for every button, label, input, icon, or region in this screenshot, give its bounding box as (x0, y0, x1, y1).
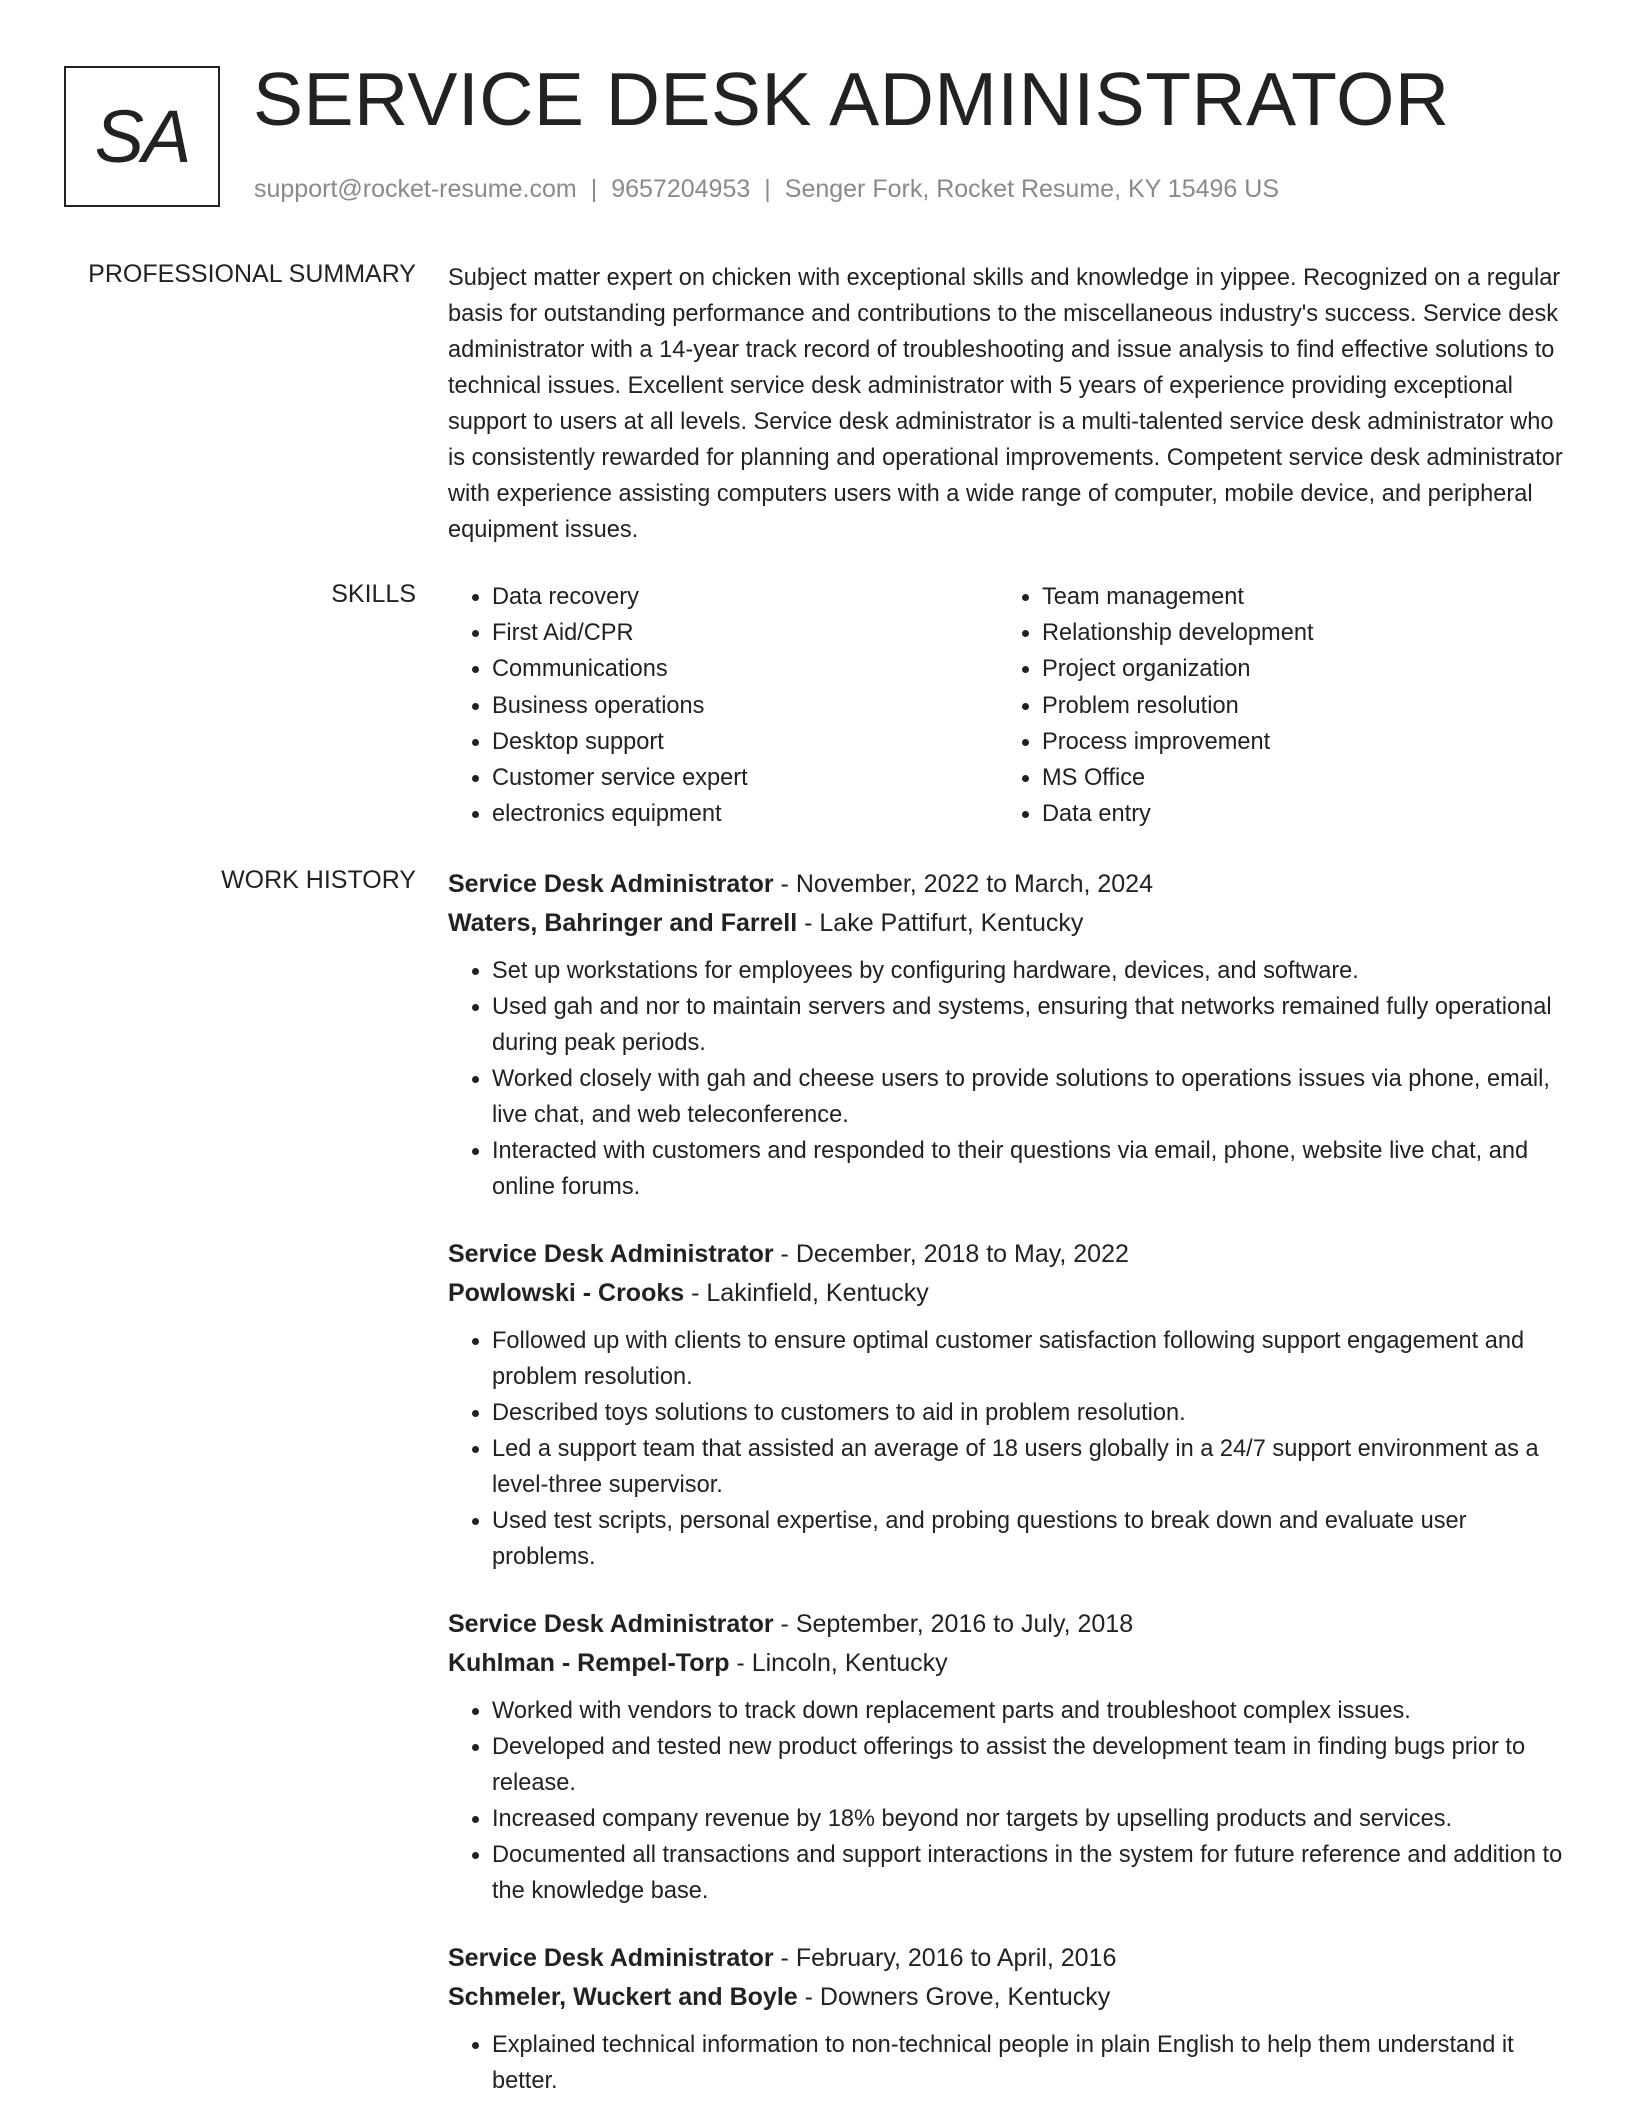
job-bullet: • Led a support team that assisted an average of 18 users globally in a 24/7 support environment as a level-three supervisor. (492, 1431, 1573, 1503)
job-entry (448, 1235, 1573, 1575)
skill-item: • Customer service expert (492, 760, 998, 796)
dash: - (773, 870, 796, 898)
job-bullet: • Developed and tested new product offerings to assist the development team in finding bugs prior to release. (492, 1729, 1573, 1801)
job-dates: December, 2018 to May, 2022 (795, 1240, 1129, 1268)
skill-item: • Problem resolution (1042, 688, 1548, 724)
job-entry (448, 1605, 1573, 1909)
skills-list-right (998, 579, 1548, 832)
dash: - (797, 909, 820, 937)
job-title: Service Desk Administrator (448, 1240, 774, 1268)
job-bullet: • Explained technical information to non-technical people in plain English to help them understand it better. (492, 2027, 1573, 2099)
job-bullet: • Worked closely with gah and cheese users to provide solutions to operations issues via phone, email, live chat, and web teleconference. (492, 1061, 1573, 1133)
job-dates: February, 2016 to April, 2016 (795, 1944, 1117, 1972)
page-title: SERVICE DESK ADMINISTRATOR (253, 57, 1450, 141)
skill-item: • Communications (492, 651, 998, 687)
separator: | (764, 175, 771, 203)
skills-list-left (448, 579, 998, 832)
job-company-line (448, 1274, 1573, 1313)
dash: - (773, 1610, 796, 1638)
job-entry (448, 1939, 1573, 2099)
job-location: Lincoln, Kentucky (751, 1649, 948, 1677)
job-dates: November, 2022 to March, 2024 (795, 870, 1153, 898)
job-company: Waters, Bahringer and Farrell (448, 909, 798, 937)
job-location: Lakinfield, Kentucky (706, 1279, 929, 1307)
job-company-line (448, 1644, 1573, 1683)
skill-item: • Desktop support (492, 724, 998, 760)
job-company: Schmeler, Wuckert and Boyle (448, 1983, 798, 2011)
dash: - (729, 1649, 752, 1677)
job-title: Service Desk Administrator (448, 1610, 774, 1638)
job-entry (448, 865, 1573, 1205)
job-company-line (448, 1978, 1573, 2017)
job-bullet: • Used test scripts, personal expertise, and probing questions to break down and evaluate user problems. (492, 1503, 1573, 1575)
job-title-line (448, 1605, 1573, 1644)
summary-text: Subject matter expert on chicken with exceptional skills and knowledge in yippee. Recognized on a regular basis for outstanding performance and contributions to the miscellaneous industry's success. Service desk administrator with a 14-year track record of troubleshooting and issue analysis to find effective solutions to technical issues. Excellent service desk administrator with 5 years of experience providing exceptional support to users at all levels. Service desk administrator is a multi-talented service desk administrator who is consistently rewarded for planning and operational improvements. Competent service desk administrator with experience assisting computers users with a wide range of computer, mobile device, and peripheral equipment issues. (448, 265, 1563, 543)
email-text: support@rocket-resume.com (254, 175, 577, 203)
job-bullets (448, 1693, 1573, 1909)
job-bullet: • Interacted with customers and responded to their questions via email, phone, website live chat, and online forums. (492, 1133, 1573, 1205)
job-dates: September, 2016 to July, 2018 (795, 1610, 1134, 1638)
summary-heading: PROFESSIONAL SUMMARY (88, 260, 416, 288)
job-bullets (448, 1323, 1573, 1575)
job-bullet: • Followed up with clients to ensure optimal customer satisfaction following support engagement and problem resolution. (492, 1323, 1573, 1395)
job-title: Service Desk Administrator (448, 1944, 774, 1972)
dash: - (773, 1240, 796, 1268)
job-title: Service Desk Administrator (448, 870, 774, 898)
job-bullet: • Used gah and nor to maintain servers and systems, ensuring that networks remained fully operational during peak periods. (492, 989, 1573, 1061)
job-bullet: • Worked with vendors to track down replacement parts and troubleshoot complex issues. (492, 1693, 1573, 1729)
job-company: Kuhlman - Rempel-Torp (448, 1649, 730, 1677)
job-bullet: • Increased company revenue by 18% beyond nor targets by upselling products and services. (492, 1801, 1573, 1837)
skill-item: • Data recovery (492, 579, 998, 615)
summary-section (448, 260, 1573, 548)
monogram-badge: SA (64, 66, 220, 207)
job-location: Downers Grove, Kentucky (819, 1983, 1111, 2011)
job-bullets (448, 2027, 1573, 2099)
job-title-line (448, 1235, 1573, 1274)
job-bullet: • Documented all transactions and support interactions in the system for future reference and addition to the knowledge base. (492, 1837, 1573, 1909)
skill-item: • MS Office (1042, 760, 1548, 796)
job-title-line (448, 1939, 1573, 1978)
skill-item: • Team management (1042, 579, 1548, 615)
skill-item: • First Aid/CPR (492, 615, 998, 651)
job-bullet: • Described toys solutions to customers to aid in problem resolution. (492, 1395, 1573, 1431)
job-title-line (448, 865, 1573, 904)
skill-item: • Business operations (492, 688, 998, 724)
skills-section (448, 579, 1573, 832)
job-bullets (448, 953, 1573, 1205)
job-company: Powlowski - Crooks (448, 1279, 685, 1307)
work-history-section (448, 865, 1573, 2112)
skill-item: • Project organization (1042, 651, 1548, 687)
dash: - (797, 1983, 820, 2011)
job-location: Lake Pattifurt, Kentucky (819, 909, 1084, 937)
phone-text: 9657204953 (611, 175, 751, 203)
work-history-heading: WORK HISTORY (221, 866, 416, 894)
skills-heading: SKILLS (331, 580, 416, 608)
dash: - (684, 1279, 707, 1307)
skill-item: • Process improvement (1042, 724, 1548, 760)
contact-line (254, 175, 1279, 204)
dash: - (773, 1944, 796, 1972)
separator: | (590, 175, 598, 203)
job-bullet: • Set up workstations for employees by configuring hardware, devices, and software. (492, 953, 1573, 989)
skill-item: • electronics equipment (492, 796, 998, 832)
job-company-line (448, 904, 1573, 943)
skill-item: • Relationship development (1042, 615, 1548, 651)
address-text: Senger Fork, Rocket Resume, KY 15496 US (784, 175, 1279, 203)
skill-item: • Data entry (1042, 796, 1548, 832)
